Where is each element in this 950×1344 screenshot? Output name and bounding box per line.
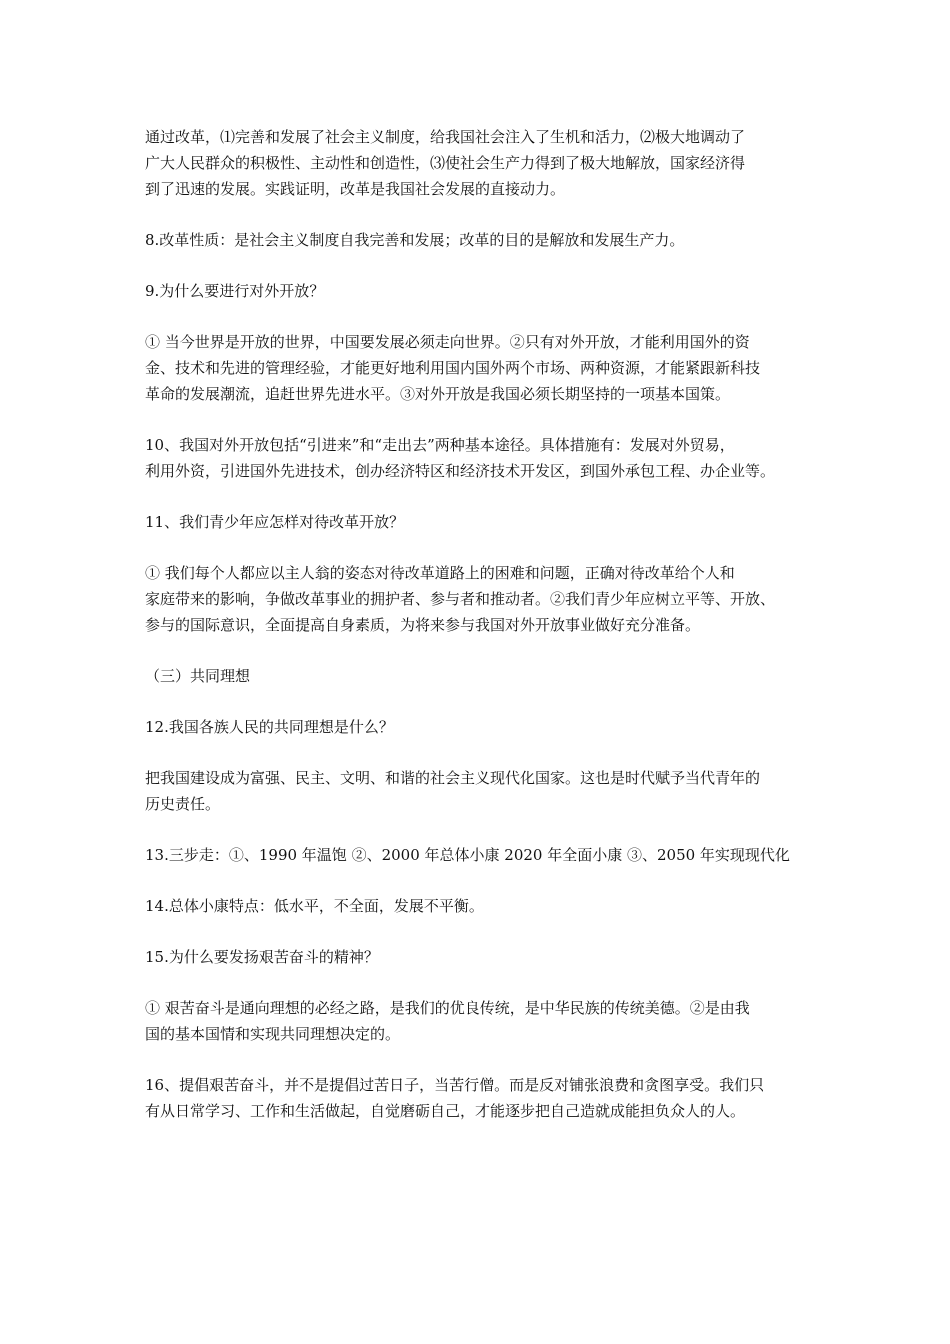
text-line: ① 当今世界是开放的世界，中国要发展必须走向世界。②只有对外开放，才能利用国外的资	[145, 333, 750, 351]
text-line: 革命的发展潮流，追赶世界先进水平。③对外开放是我国必须长期坚持的一项基本国策。	[145, 385, 731, 403]
text-line: 16、提倡艰苦奋斗，并不是提倡过苦日子，当苦行僧。而是反对铺张浪费和贪图享受。我们只	[145, 1076, 765, 1094]
question-12	[145, 714, 815, 740]
text-line: 历史责任。	[145, 795, 221, 813]
text-line: 参与的国际意识，全面提高自身素质，为将来参与我国对外开放事业做好充分准备。	[145, 616, 701, 634]
answer-12	[145, 765, 815, 817]
paragraph-item-13	[145, 842, 815, 868]
question-11	[145, 509, 815, 535]
text-line: ① 我们每个人都应以主人翁的姿态对待改革道路上的困难和问题，正确对待改革给个人和	[145, 564, 735, 582]
text-line: 13.三步走：①、1990 年温饱 ②、2000 年总体小康 2020 年全面小康 ③、2050 年实现现代化	[145, 846, 790, 864]
text-line: 通过改革，⑴完善和发展了社会主义制度，给我国社会注入了生机和活力，⑵极大地调动了	[145, 128, 746, 146]
answer-9	[145, 329, 815, 407]
text-line: （三）共同理想	[145, 667, 251, 685]
text-line: 有从日常学习、工作和生活做起，自觉磨砺自己，才能逐步把自己造就成能担负众人的人。	[145, 1102, 746, 1120]
text-line: 国的基本国情和实现共同理想决定的。	[145, 1025, 401, 1043]
text-line: 到了迅速的发展。实践证明，改革是我国社会发展的直接动力。	[145, 180, 566, 198]
paragraph-item-14	[145, 893, 815, 919]
text-line: 8.改革性质：是社会主义制度自我完善和发展；改革的目的是解放和发展生产力。	[145, 231, 685, 249]
answer-11	[145, 560, 815, 638]
answer-15	[145, 995, 815, 1047]
section-heading	[145, 663, 815, 689]
text-line: 10、我国对外开放包括“引进来”和“走出去”两种基本途径。具体措施有：发展对外贸易，	[145, 436, 735, 454]
paragraph-item-16	[145, 1072, 815, 1124]
paragraph-reform-effects	[145, 124, 815, 202]
text-line: 11、我们青少年应怎样对待改革开放？	[145, 513, 405, 531]
question-15	[145, 944, 815, 970]
paragraph-item-10	[145, 432, 815, 484]
text-line: 广大人民群众的积极性、主动性和创造性，⑶使社会生产力得到了极大地解放，国家经济得	[145, 154, 746, 172]
text-line: 15.为什么要发扬艰苦奋斗的精神？	[145, 948, 379, 966]
text-line: 金、技术和先进的管理经验，才能更好地利用国内国外两个市场、两种资源，才能紧跟新科技	[145, 359, 761, 377]
text-line: 9.为什么要进行对外开放？	[145, 282, 325, 300]
text-line: 家庭带来的影响，争做改革事业的拥护者、参与者和推动者。②我们青少年应树立平等、开放、	[145, 590, 776, 608]
text-line: 把我国建设成为富强、民主、文明、和谐的社会主义现代化国家。这也是时代赋予当代青年的	[145, 769, 761, 787]
text-line: ① 艰苦奋斗是通向理想的必经之路，是我们的优良传统，是中华民族的传统美德。②是由我	[145, 999, 750, 1017]
text-line: 利用外资，引进国外先进技术，创办经济特区和经济技术开发区，到国外承包工程、办企业等。	[145, 462, 776, 480]
question-9	[145, 278, 815, 304]
text-line: 12.我国各族人民的共同理想是什么？	[145, 718, 394, 736]
document-body	[145, 124, 815, 1149]
paragraph-item-8	[145, 227, 815, 253]
text-line: 14.总体小康特点：低水平，不全面，发展不平衡。	[145, 897, 484, 915]
